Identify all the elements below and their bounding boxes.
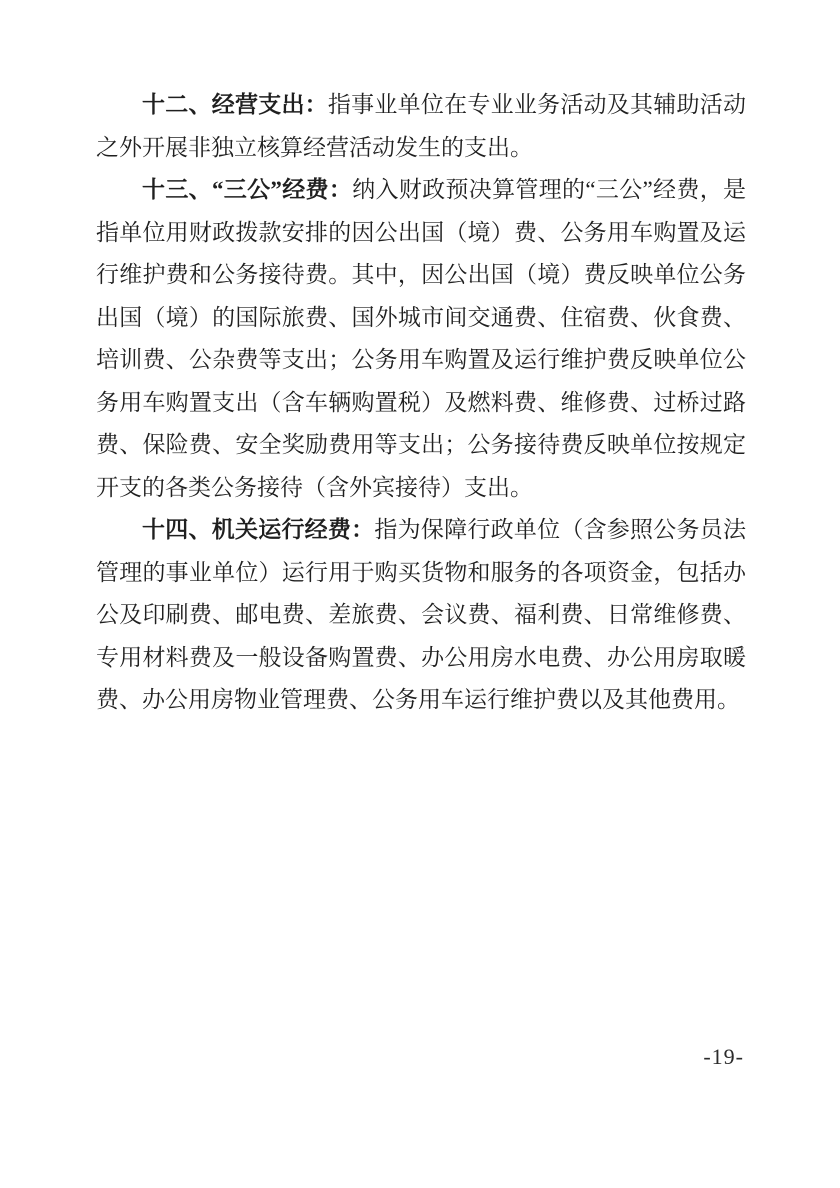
paragraph-heading: 十二、经营支出： bbox=[142, 92, 328, 117]
paragraph-agency-operating-funds bbox=[96, 509, 746, 722]
document-body bbox=[96, 84, 746, 722]
paragraph-body: 纳入财政预决算管理的“三公”经费，是指单位用财政拨款安排的因公出国（境）费、公务用车购置及运行维护费和公务接待费。其中，因公出国（境）费反映单位公务出国（境）的国际旅费、国外城市间交通费、住宿费、伙食费、培训费、公杂费等支出；公务用车购置及运行维护费反映单位公务用车购置支出（含车辆购置税）及燃料费、维修费、过桥过路费、保险费、安全奖励费用等支出；公务接待费反映单位按规定开支的各类公务接待（含外宾接待）支出。 bbox=[96, 177, 747, 500]
paragraph-three-public-funds bbox=[96, 169, 746, 509]
paragraph-body: 指事业单位在专业业务活动及其辅助活动之外开展非独立核算经营活动发生的支出。 bbox=[96, 92, 747, 160]
paragraph-operating-expenses bbox=[96, 84, 746, 169]
paragraph-heading: 十四、机关运行经费： bbox=[142, 517, 375, 542]
paragraph-heading: 十三、“三公”经费： bbox=[142, 177, 353, 202]
page-number: -19- bbox=[703, 1044, 744, 1069]
paragraph-body: 指为保障行政单位（含参照公务员法管理的事业单位）运行用于购买货物和服务的各项资金，包括办公及印刷费、邮电费、差旅费、会议费、福利费、日常维修费、专用材料费及一般设备购置费、办公用房水电费、办公用房取暖费、办公用房物业管理费、公务用车运行维护费以及其他费用。 bbox=[96, 517, 747, 712]
